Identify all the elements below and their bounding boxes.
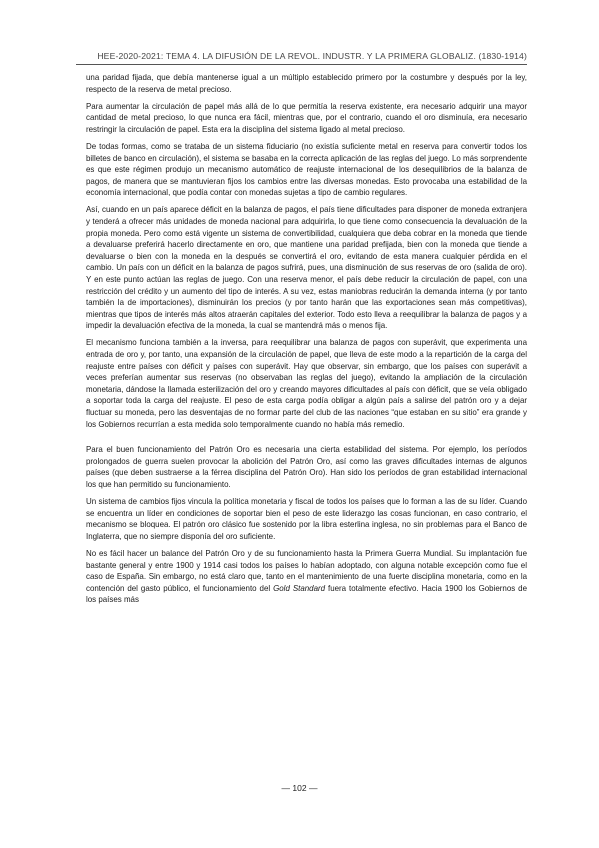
paragraph-8-text-start: No es fácil hacer un balance del Patrón Oro y de su funcionamiento hasta la Primera Guerra Mundial. Su implantación fue bastante general y entre 1900 y 1914 casi todos los países lo habían adoptado, con alguna notable excepción como fue el caso de España. Sin embargo, no está claro que, tanto en el mantenimiento de una fuerte disciplina monetaria, como en la contención del gasto público, el funcionamiento del (86, 548, 527, 593)
paragraph-3: De todas formas, como se trataba de un sistema fiduciario (no existía suficiente metal en reserva para convertir todos los billetes de banco en circulación), el sistema se basaba en la correcta aplicación de las reglas del juego. Lo más sorprendente es que este régimen produjo un mecanismo automático de reajuste internacional de los desequilibrios de la balanza de pagos, de manera que se mantuvieran fijos los cambios entre las diversas monedas. Esto provocaba una estabilidad de la economía internacional, que podía contar con monedas sujetas a tipo de cambio regulares. (86, 141, 527, 198)
running-header: HEE-2020-2021: TEMA 4. LA DIFUSIÓN DE LA REVOL. INDUSTR. Y LA PRIMERA GLOBALIZ. (1830-1914) (76, 51, 527, 65)
paragraph-8 (86, 548, 527, 606)
paragraph-4: Así, cuando en un país aparece déficit en la balanza de pagos, el país tiene dificultades para disponer de moneda extranjera y tenderá a ofrecer más unidades de moneda nacional para adquirirla, lo que tiene como consecuencia la devaluación de la propia moneda. Pero como está vigente un sistema de convertibilidad, cualquiera que deba cobrar en la moneda que tiende a devaluarse preferirá hacerlo directamente en oro, que mantiene una paridad prefijada, bien con la moneda que tiende a devaluarse o bien con la moneda en la después se convertirá el oro, evitando de esta manera cualquier pérdida en el cambio. Un país con un déficit en la balanza de pagos sufrirá, pues, una disminución de sus reservas de oro (salida de oro). Y en este punto actúan las reglas de juego. Con una reserva menor, el país debe reducir la circulación de papel, con una restricción del crédito y un aumento del tipo de interés. A su vez, estas maniobras reducirán la demanda interna (y por tanto también la de importaciones), disminuirán los precios (y por tanto harán que las exportaciones sean más competitivas), mientras que tipos de interés más altos atraerán capitales del exterior. Todo esto lleva a reequilibrar la balanza de pagos y a impedir la devaluación efectiva de la moneda, la cual se mantendrá más o menos fija. (86, 205, 527, 331)
body-text (86, 72, 527, 611)
paragraph-6: Para el buen funcionamiento del Patrón Oro es necesaria una cierta estabilidad del sistema. Por ejemplo, los períodos prolongados de guerra suelen provocar la abolición del Patrón Oro, así como las graves dificultades internas de algunos países (que deben sustraerse a la férrea disciplina del Patrón Oro). Han sido los períodos de gran estabilidad internacional los que han permitido su funcionamiento. (86, 445, 527, 489)
gold-standard-term: Gold Standard (273, 583, 326, 593)
paragraph-1: una paridad fijada, que debía mantenerse igual a un múltiplo establecido primero por la costumbre y después por la ley, respecto de la reserva de metal precioso. (86, 73, 527, 94)
paragraph-5: El mecanismo funciona también a la inversa, para reequilibrar una balanza de pagos con superávit, que experimenta una entrada de oro y, por tanto, una expansión de la circulación de papel, que lleva de este modo a la repartición de la carga del reajuste entre países con déficit y países con superávit. Hay que observar, sin embargo, que los países con superávit a veces preferían aumentar sus reservas (no observaban las reglas del juego), evitando la ampliación de la circulación monetaria, dándose la llamada esterilización del oro y creando mayores dificultades al país con déficit, que se veía obligado a soportar toda la carga del reajuste. El peso de esta carga podía obligar a algún país a salirse del patrón oro y a dejar fluctuar su moneda, pero las desventajas de no formar parte del club de las naciones “que estaban en su sitio” era grande y los Gobiernos recurrían a esta medida solo temporalmente cuando no había más remedio. (86, 338, 527, 429)
page-number: — 102 — (281, 783, 318, 793)
paragraph-2: Para aumentar la circulación de papel más allá de lo que permitía la reserva existente, era necesario adquirir una mayor cantidad de metal precioso, lo que nunca era fácil, mientras que, por el contrario, cuando el oro disminuía, era necesario restringir la circulación de papel. Esta era la disciplina del sistema ligado al metal precioso. (86, 101, 527, 134)
paragraph-8-text-end: fuera totalmente efectivo. Hacia 1900 los Gobiernos de los países más (86, 583, 527, 605)
paragraph-7: Un sistema de cambios fijos vincula la política monetaria y fiscal de todos los países que lo forman a las de su líder. Cuando se encuentra un líder en condiciones de soportar bien el peso de este liderazgo las cosas funcionan, en caso contrario, el mecanismo se bloquea. El patrón oro clásico fue sostenido por la libra esterlina inglesa, no sin problemas para el Banco de Inglaterra, que no siempre disponía del oro suficiente. (86, 497, 527, 541)
